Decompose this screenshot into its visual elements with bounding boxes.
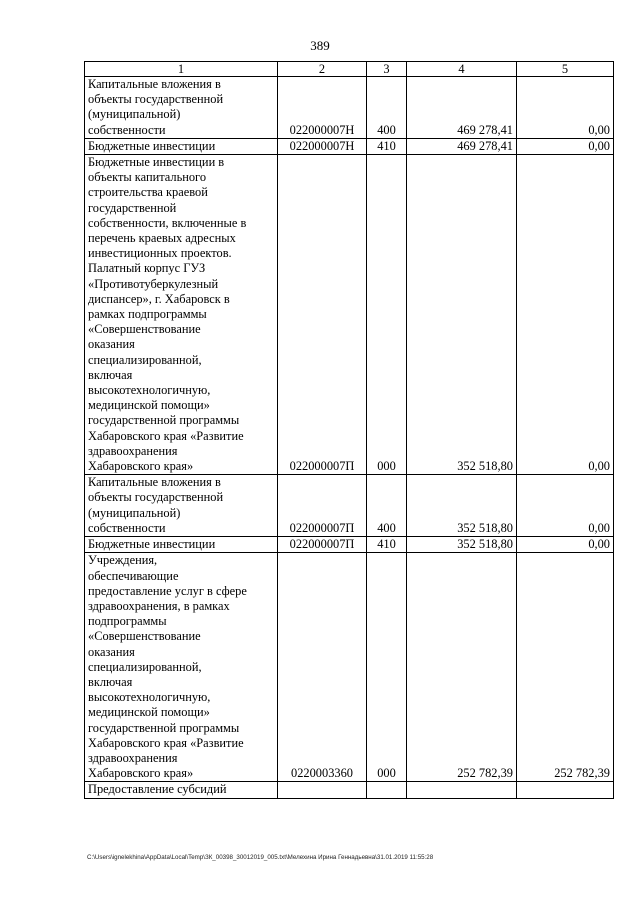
row-name-line: (муниципальной) — [88, 107, 181, 122]
budget-table — [84, 61, 614, 799]
table-row — [85, 138, 614, 154]
row-name — [85, 138, 278, 154]
column-header: 5 — [517, 62, 614, 77]
table-row — [85, 553, 614, 782]
amount-cell: 0,00 — [517, 138, 614, 154]
row-name-line: включая — [88, 674, 133, 689]
target-code-cell: 022000007П — [278, 537, 367, 553]
table-row — [85, 155, 614, 475]
table-body — [85, 77, 614, 799]
row-name-line: здравоохранения — [88, 750, 178, 765]
column-header: 2 — [278, 62, 367, 77]
expense-type-cell — [367, 782, 407, 798]
row-name-line: Хабаровского края «Развитие — [88, 428, 244, 443]
expense-type-cell: 000 — [367, 553, 407, 782]
row-name-line: перечень краевых адресных — [88, 231, 236, 246]
column-header: 3 — [367, 62, 407, 77]
row-name-line: объекты государственной — [88, 490, 224, 505]
amount-cell: 0,00 — [517, 155, 614, 475]
row-name-line: собственности — [88, 122, 166, 137]
expense-type-cell: 400 — [367, 77, 407, 139]
row-name-line: здравоохранения, в рамках — [88, 598, 230, 613]
file-path-footer: C:\Users\ignelekhina\AppData\Local\Temp\ЗК_00398_30012019_005.txt\Мелехина Ирина Геннадьевна\31.01.2019 11:55:28 — [87, 854, 434, 861]
row-name-line: включая — [88, 367, 133, 382]
row-name-line: «Противотуберкулезный — [88, 276, 219, 291]
row-name-line: медицинской помощи» — [88, 705, 210, 720]
target-code-cell: 0220003360 — [278, 553, 367, 782]
row-name-line: высокотехнологичную, — [88, 383, 211, 398]
row-name — [85, 537, 278, 553]
target-code-cell: 022000007П — [278, 475, 367, 537]
row-name — [85, 475, 278, 537]
target-code-cell: 022000007П — [278, 155, 367, 475]
target-code-cell — [278, 782, 367, 798]
expense-type-cell: 410 — [367, 138, 407, 154]
row-name — [85, 553, 278, 782]
row-name-line: строительства краевой — [88, 185, 208, 200]
row-name-line: «Совершенствование — [88, 322, 201, 337]
row-name-line: специализированной, — [88, 352, 202, 367]
row-name-line: государственной — [88, 200, 177, 215]
row-name-line: государственной программы — [88, 413, 240, 428]
row-name-line: Предоставление субсидий — [88, 782, 227, 797]
row-name — [85, 77, 278, 139]
row-name-line: оказания — [88, 337, 135, 352]
amount-cell: 0,00 — [517, 77, 614, 139]
page-number: 389 — [310, 38, 330, 53]
table-header-row — [85, 62, 614, 77]
row-name-line: (муниципальной) — [88, 505, 181, 520]
row-name-line: Хабаровского края» — [88, 766, 194, 781]
row-name — [85, 782, 278, 798]
row-name-line: Учреждения, — [88, 553, 158, 568]
column-header: 1 — [85, 62, 278, 77]
row-name-line: здравоохранения — [88, 443, 178, 458]
row-name-line: Хабаровского края» — [88, 459, 194, 474]
row-name-line: оказания — [88, 644, 135, 659]
target-code-cell: 022000007Н — [278, 138, 367, 154]
row-name-line: высокотехнологичную, — [88, 690, 211, 705]
row-name-line: Бюджетные инвестиции — [88, 138, 216, 153]
row-name-line: государственной программы — [88, 720, 240, 735]
row-name — [85, 155, 278, 475]
row-name-line: Хабаровского края «Развитие — [88, 735, 244, 750]
table-row — [85, 537, 614, 553]
amount-cell: 252 782,39 — [407, 553, 517, 782]
amount-cell: 352 518,80 — [407, 475, 517, 537]
amount-cell: 469 278,41 — [407, 138, 517, 154]
row-name-line: Бюджетные инвестиции — [88, 537, 216, 552]
row-name-line: диспансер», г. Хабаровск в — [88, 291, 230, 306]
amount-cell: 352 518,80 — [407, 537, 517, 553]
amount-cell: 469 278,41 — [407, 77, 517, 139]
expense-type-cell: 410 — [367, 537, 407, 553]
row-name-line: собственности — [88, 520, 166, 535]
row-name-line: предоставление услуг в сфере — [88, 583, 247, 598]
row-name-line: Капитальные вложения в — [88, 475, 221, 490]
amount-cell — [517, 782, 614, 798]
amount-cell: 252 782,39 — [517, 553, 614, 782]
amount-cell: 0,00 — [517, 475, 614, 537]
row-name-line: подпрограммы — [88, 614, 167, 629]
row-name-line: собственности, включенные в — [88, 215, 247, 230]
row-name-line: объекты государственной — [88, 92, 224, 107]
row-name-line: медицинской помощи» — [88, 398, 210, 413]
expense-type-cell: 000 — [367, 155, 407, 475]
row-name-line: рамках подпрограммы — [88, 307, 207, 322]
table-row — [85, 475, 614, 537]
amount-cell — [407, 782, 517, 798]
row-name-line: «Совершенствование — [88, 629, 201, 644]
row-name-line: Бюджетные инвестиции в — [88, 155, 225, 170]
table-row — [85, 77, 614, 139]
expense-type-cell: 400 — [367, 475, 407, 537]
amount-cell: 0,00 — [517, 537, 614, 553]
table-row — [85, 782, 614, 798]
row-name-line: Капитальные вложения в — [88, 77, 221, 91]
row-name-line: Палатный корпус ГУЗ — [88, 261, 206, 276]
row-name-line: обеспечивающие — [88, 568, 179, 583]
row-name-line: инвестиционных проектов. — [88, 246, 232, 261]
row-name-line: объекты капитального — [88, 170, 207, 185]
amount-cell: 352 518,80 — [407, 155, 517, 475]
target-code-cell: 022000007Н — [278, 77, 367, 139]
column-header: 4 — [407, 62, 517, 77]
row-name-line: специализированной, — [88, 659, 202, 674]
